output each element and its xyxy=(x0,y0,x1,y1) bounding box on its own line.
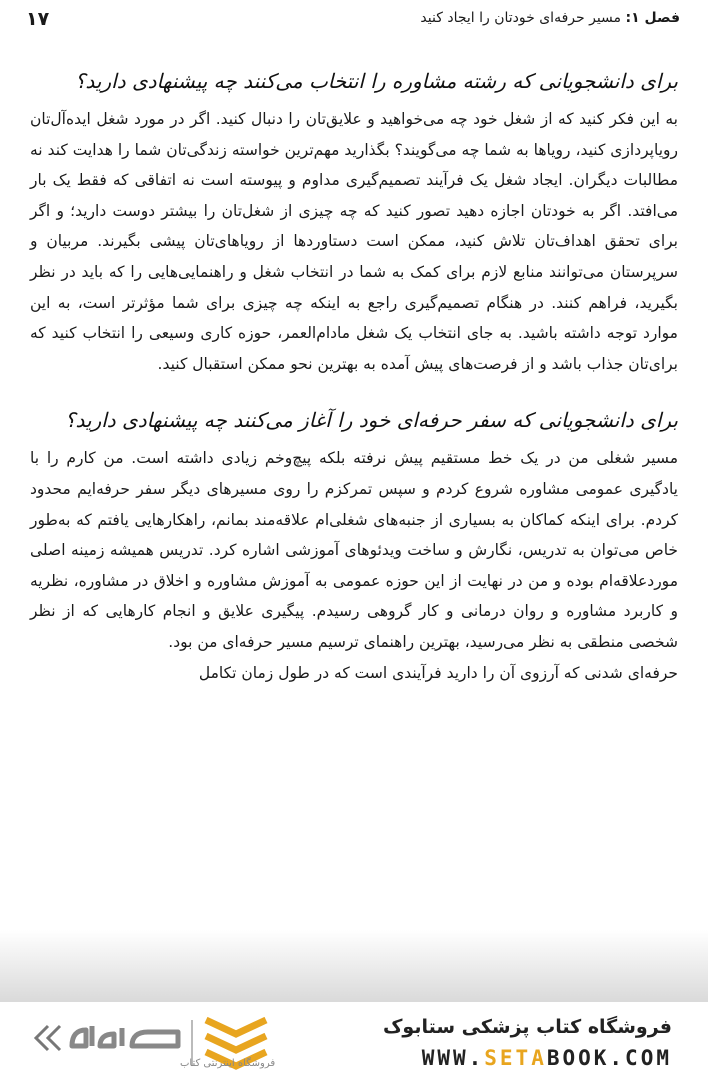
chapter-title xyxy=(420,10,680,26)
url-accent: SETA xyxy=(484,1046,547,1070)
store-footer xyxy=(0,1002,708,1080)
bottom-fade xyxy=(0,930,708,1005)
store-url[interactable] xyxy=(422,1046,672,1070)
page-content xyxy=(30,58,678,688)
section-heading: برای دانشجویانی که سفر حرفه‌ای خود را آغاز می‌کنند چه پیشنهادی دارید؟ xyxy=(64,408,678,433)
setabook-logo[interactable] xyxy=(28,1012,278,1072)
body-paragraph: مسیر شغلی من در یک خط مستقیم پیش نرفته بلکه پیچ‌وخم زیادی داشته است. من کارم را با یادگیری عمومی مشاوره شروع کردم و سپس تمرکزم را روی مسیرهای دیگر سفر حرفه‌ایم محدود کردم. برای اینکه کماکان به بسیاری از جنبه‌های شغلی‌ام علاقه‌مند بمانم، راهکارهایی یافتم که به‌طور خاص می‌توان به تدریس، نگارش و ساخت ویدئوهای آموزشی اشاره کرد. تدریس همیشه زمینه اصلی موردعلاقه‌ام بوده و من در نهایت از این حوزه عمومی به آموزش مشاوره و اخلاق در مشاوره، نظریه و کاربرد مشاوره و روان درمانی و کار گروهی رسیدم. پیگیری علایق و انجام کارهایی که از نظر شخصی منطقی به نظر می‌رسید، بهترین راهنمای ترسیم مسیر حرفه‌ای من بود. xyxy=(30,449,678,651)
store-name: فروشگاه کتاب پزشکی ستابوک xyxy=(382,1016,672,1038)
url-prefix: WWW. xyxy=(421,1046,485,1070)
body-paragraph: حرفه‌ای شدنی که آرزوی آن را دارید فرآیندی است که در طول زمان تکامل xyxy=(198,663,678,682)
logo-caption: فروشگاه اینترنتی کتاب xyxy=(180,1058,276,1069)
section-heading: برای دانشجویانی که رشته مشاوره را انتخاب می‌کنند چه پیشنهادی دارید؟ xyxy=(74,69,678,93)
page-number: ۱۷ xyxy=(26,8,50,30)
body-paragraph: به این فکر کنید که از شغل خود چه می‌خواهید و علایق‌تان را دنبال کنید. اگر در مورد شغل ایده‌آل‌تان رویاپردازی کنید، رویاها به شما چه می‌گویند؟ بگذارید مهم‌ترین خواسته زندگی‌تان شما را هدایت کند نه مطالبات دیگران. ایجاد شغل یک فرآیند تصمیم‌گیری مداوم و پیوسته است نه اتفاقی که فقط یک بار می‌افتد. اگر به خودتان اجازه دهید تصور کنید که چه چیزی از شغل‌تان را بیشتر دوست دارید؛ و اگر برای تحقق اهداف‌تان تلاش کنید، ممکن است دستاوردها از رویاهای‌تان پیشی بگیرند. مربیان و سرپرستان می‌توانند منابع لازم برای کمک به شما در انتخاب شغل و راهنمایی‌هایی را که باید در نظر بگیرید، فراهم کنند. در هنگام تصمیم‌گیری راجع به اینکه چه چیزی برای شما مؤثرتر است، به این موارد توجه داشته باشید. به جای انتخاب یک شغل مادام‌العمر، حوزه کاری وسیعی را انتخاب کنید که برای‌تان جذاب باشد و از فرصت‌های پیش آمده به بهترین نحو ممکن استقبال کنید. xyxy=(30,110,678,373)
url-suffix: BOOK.COM xyxy=(546,1046,672,1070)
chapter-name: مسیر حرفه‌ای خودتان را ایجاد کنید xyxy=(420,10,622,26)
chapter-label: فصل ۱: xyxy=(625,10,680,26)
page-header xyxy=(0,0,708,44)
